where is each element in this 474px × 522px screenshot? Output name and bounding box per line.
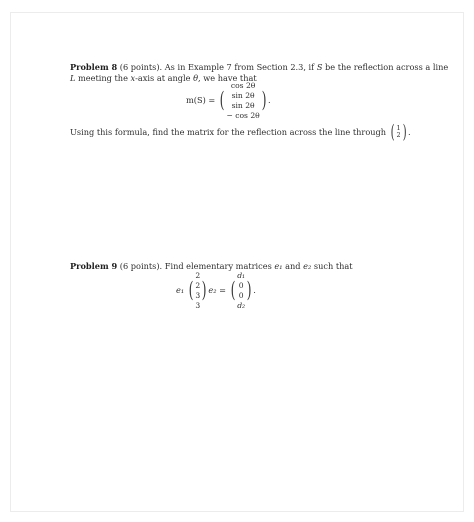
right-paren: )	[246, 278, 252, 302]
reflection-matrix	[226, 81, 259, 120]
right-paren: )	[201, 278, 207, 302]
matrix-cell: sin 2θ	[231, 90, 255, 100]
equation-period: .	[267, 95, 271, 105]
vector-entry: 1	[396, 124, 401, 132]
equation-lhs: m(S) =	[186, 95, 216, 105]
matrix-cell: 3	[195, 290, 201, 300]
problem8-text-2b: -axis at angle	[135, 73, 194, 83]
problem9-text-and: and	[282, 261, 304, 271]
problem9-e2: e₂	[303, 261, 312, 271]
matrix-cell: − cos 2θ	[226, 110, 260, 120]
matrix-cell: 3	[195, 300, 201, 310]
problem9-title: Problem 9	[70, 261, 118, 271]
problem8-title: Problem 8	[70, 62, 118, 72]
right-paren: )	[402, 121, 407, 143]
problem9-text-b: such that	[311, 261, 353, 271]
matrix-cell: 2	[195, 270, 201, 280]
problem8-var-x: x	[130, 73, 136, 83]
problem9-equation	[176, 270, 256, 310]
line-vector	[396, 125, 400, 139]
matrix-cell: d₂	[237, 300, 246, 310]
problem8-text-1a: As in Example 7 from Section 2.3, if	[164, 62, 317, 72]
matrix-cell: 2	[195, 280, 201, 290]
equation-period: .	[253, 285, 256, 295]
matrix-cell: d₁	[237, 270, 246, 280]
problem8-points: (6 points).	[119, 62, 163, 72]
vector-entry: 2	[396, 131, 401, 139]
equation-e1: e₁	[176, 285, 185, 295]
left-paren: (	[188, 278, 194, 302]
diagonal-matrix	[237, 271, 245, 310]
problem8-var-l: L	[70, 73, 76, 83]
problem9-points: (6 points).	[119, 261, 163, 271]
left-paren: (	[230, 278, 236, 302]
problem8-var-theta: θ	[193, 73, 199, 83]
problem9-e1: e₁	[274, 261, 283, 271]
instruction-period: .	[407, 127, 411, 137]
problem9-text-a: Find elementary matrices	[164, 261, 275, 271]
problem8-text-1b: be the reflection across a line	[322, 62, 449, 72]
problem8-line1	[70, 62, 448, 72]
problem8-instruction: Using this formula, find the matrix for the reflection across the line through	[70, 127, 387, 137]
problem8-var-s: S	[316, 62, 323, 72]
problem8-text-2c: , we have that	[198, 73, 257, 83]
equation-e2: e₂ =	[208, 285, 226, 295]
matrix-cell: sin 2θ	[231, 100, 255, 110]
problem9-line1	[70, 261, 353, 271]
left-paren: (	[390, 121, 395, 143]
left-paren: (	[219, 88, 225, 112]
right-paren: )	[261, 88, 267, 112]
problem8-text-2a: meeting the	[75, 73, 131, 83]
matrix-cell: 0	[238, 280, 244, 290]
matrix-a	[195, 271, 200, 310]
matrix-cell: cos 2θ	[230, 80, 256, 90]
problem8-equation	[186, 80, 271, 120]
problem8-instruction-line	[70, 121, 411, 143]
matrix-cell: 0	[238, 290, 244, 300]
